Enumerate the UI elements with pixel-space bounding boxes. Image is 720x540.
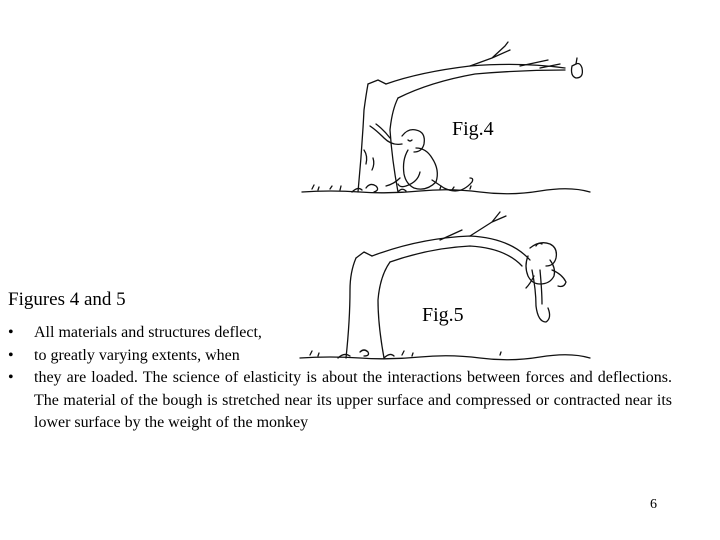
bullet-marker: •	[8, 369, 14, 386]
bullet-item	[0, 367, 705, 435]
bullet-item	[0, 322, 705, 345]
bullet-marker: •	[8, 324, 14, 341]
slide-title: Figures 4 and 5	[8, 289, 126, 310]
bullet-text: they are loaded. The science of elasticity is about the interactions between forces and deflections. The material of the bough is stretched near its upper surface and compressed or contracted near its lower surface by the weight of the monkey	[34, 369, 672, 431]
fig5-label: Fig.5	[422, 304, 464, 326]
bullet-list	[0, 322, 705, 435]
fig4-label: Fig.4	[452, 118, 494, 140]
bullet-marker: •	[8, 346, 14, 364]
page-number: 6	[650, 497, 657, 512]
bullet-text: to greatly varying extents, when	[34, 346, 240, 364]
bullet-text: All materials and structures deflect,	[34, 324, 262, 341]
bullet-item	[0, 345, 705, 368]
fig4-drawing	[302, 42, 590, 194]
